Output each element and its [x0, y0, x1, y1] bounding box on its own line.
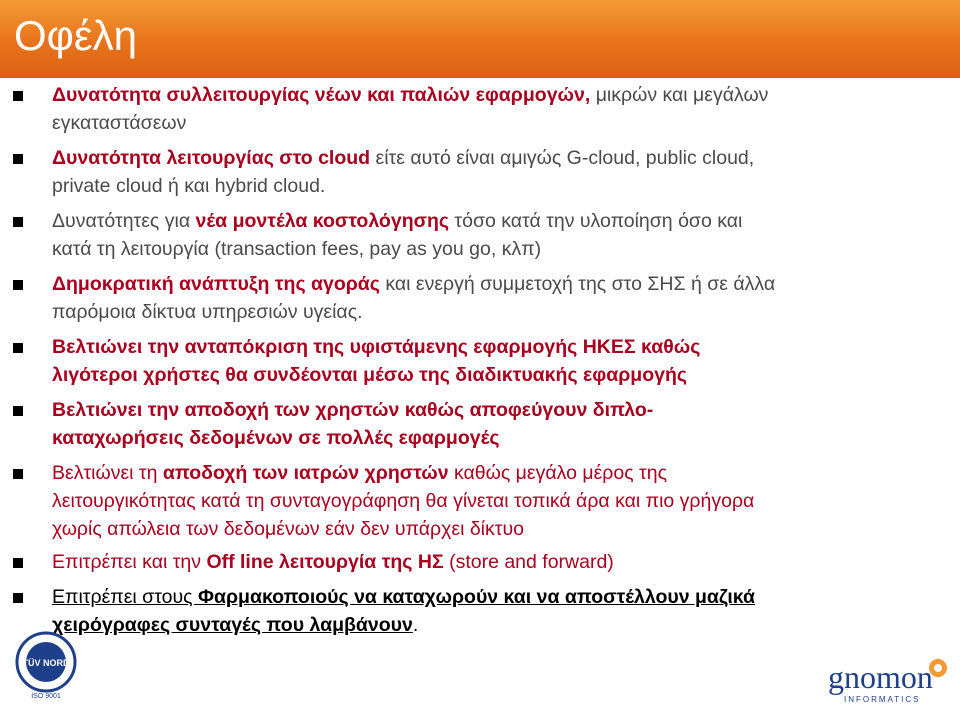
slide-title: Οφέλη [14, 12, 137, 59]
bullet-text-highlight: νέα μοντέλα κοστολόγησης [195, 210, 449, 232]
bullet-marker [13, 343, 23, 353]
bullet-text: private cloud ή και hybrid cloud. [52, 175, 326, 197]
bullet-marker [13, 280, 23, 290]
bullet-text: καθώς μεγάλο μέρος της [448, 462, 667, 484]
gnomon-logo [826, 654, 956, 711]
bullet-text: και ενεργή συμμετοχή της στο ΣΗΣ ή σε άλλα [379, 273, 776, 295]
bullet-text-highlight: αποδοχή των ιατρών χρηστών [162, 462, 449, 484]
bullet-marker [13, 469, 23, 479]
bullet-text-highlight: Δυνατότητα συλλειτουργίας νέων και παλιών εφαρμογών, [52, 84, 591, 106]
certification-logo [14, 628, 78, 707]
bullet-text-highlight: Off line λειτουργία της ΗΣ [206, 551, 444, 573]
bullet-marker [13, 217, 23, 227]
tuv-nord-seal-icon [14, 628, 78, 702]
bullet-text-highlight: Δυνατότητα λειτουργίας στο cloud [52, 147, 371, 169]
svg-text:gnomon: gnomon [828, 659, 933, 695]
bullet-text-highlight: Βελτιώνει την ανταπόκριση της υφιστάμενης εφαρμογής ΗΚΕΣ καθώς [52, 336, 701, 358]
svg-text:ISO 9001: ISO 9001 [31, 693, 61, 700]
bullet-text: Επιτρέπει και την [52, 551, 207, 573]
bullet-marker [13, 154, 23, 164]
bullet-text: . [412, 614, 419, 636]
bullet-text: παρόμοια δίκτυα υπηρεσιών υγείας. [52, 301, 363, 323]
bullet-text-highlight: Βελτιώνει την αποδοχή των χρηστών καθώς αποφεύγουν διπλο- [52, 399, 654, 421]
bullet-text-highlight: Δημοκρατική ανάπτυξη της αγοράς [52, 273, 380, 295]
bullet-text: τόσο κατά την υλοποίηση όσο και [449, 210, 743, 232]
bullet-text: εγκαταστάσεων [52, 112, 187, 134]
bullet-marker [13, 558, 23, 568]
bullet-text: μικρών και μεγάλων [590, 84, 769, 106]
bullet-text-highlight: καταχωρήσεις δεδομένων σε πολλές εφαρμογές [52, 427, 500, 449]
bullet-text: Βελτιώνει τη [52, 462, 163, 484]
bullet-marker [13, 91, 23, 101]
bullet-text-highlight: Φαρμακοποιούς να καταχωρούν και να αποστέλλουν μαζικά [197, 586, 756, 608]
bullet-text-highlight: λιγότεροι χρήστες θα συνδέονται μέσω της διαδικτυακής εφαρμογής [52, 364, 687, 386]
bullet-marker [13, 593, 23, 603]
title-bar [0, 0, 960, 78]
bullet-text: Δυνατότητες για [52, 210, 196, 232]
bullet-text-highlight: χειρόγραφες συνταγές που λαμβάνουν [52, 614, 413, 636]
svg-text:TÜV NORD: TÜV NORD [22, 658, 70, 668]
svg-text:INFORMATICS: INFORMATICS [844, 695, 921, 704]
bullet-marker [13, 406, 23, 416]
bullet-text: (store and forward) [443, 551, 614, 573]
bullet-text: κατά τη λειτουργία (transaction fees, pay as you go, κλπ) [52, 238, 542, 260]
bullet-text: είτε αυτό είναι αμιγώς G-cloud, public cloud, [370, 147, 755, 169]
bullet-text: Επιτρέπει στους [52, 586, 198, 608]
gnomon-mark-icon [826, 654, 956, 706]
bullet-text: λειτουργικότητας κατά τη συνταγογράφηση θα γίνεται τοπικά άρα και πιο γρήγορα [52, 490, 755, 512]
bullet-text: χωρίς απώλεια των δεδομένων εάν δεν υπάρχει δίκτυο [52, 518, 524, 540]
